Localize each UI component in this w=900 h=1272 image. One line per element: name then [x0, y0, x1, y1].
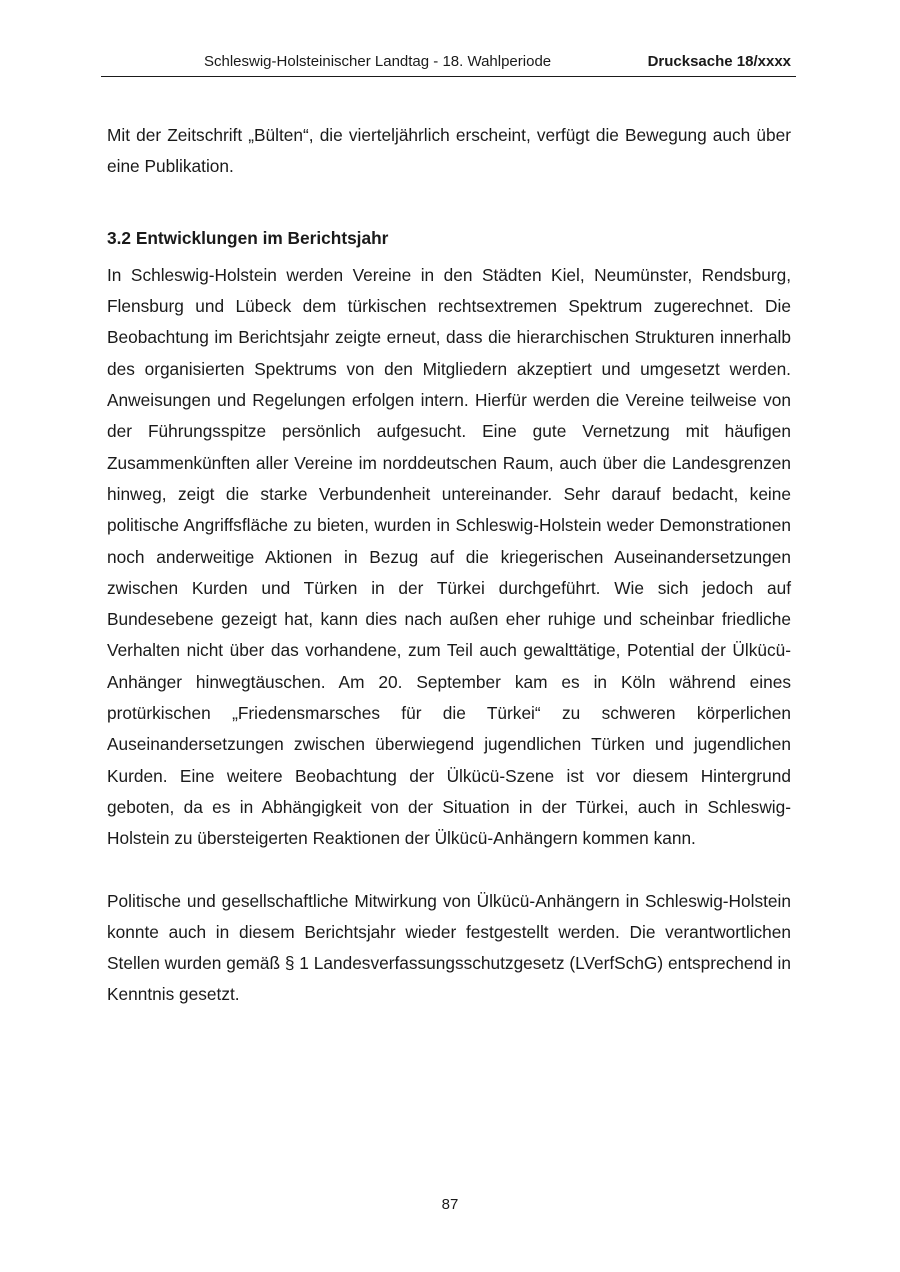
- page-header: [101, 52, 796, 77]
- paragraph-participation: Politische und gesellschaftliche Mitwirkung von Ülkücü-Anhängern in Schleswig-Holstein konnte auch in diesem Berichtsjahr wieder festgestellt werden. Die verantwortlichen Stellen wurden gemäß § 1 Landesverfassungsschutzgesetz (LVerfSchG) entsprechend in Kenntnis gesetzt.: [107, 890, 791, 1005]
- header-title: Schleswig-Holsteinischer Landtag - 18. Wahlperiode: [204, 53, 552, 70]
- paragraph-developments: In Schleswig-Holstein werden Vereine in den Städten Kiel, Neumünster, Rendsburg, Flensburg und Lübeck dem türkischen rechtsextremen Spektrum zugerechnet. Die Beobachtung im Berichtsjahr zeigte erneut, dass die hierarchischen Strukturen innerhalb des organisierten Spektrums von den Mitgliedern akzeptiert und umgesetzt werden. Anweisungen und Regelungen erfolgen intern. Hierfür werden die Vereine teilweise von der Führungsspitze persönlich aufgesucht. Eine gute Vernetzung mit häufigen Zusammenkünften aller Vereine im norddeutschen Raum, auch über die Landesgrenzen hinweg, zeigt die starke Verbundenheit untereinander. Sehr darauf bedacht, keine politische Angriffsfläche zu bieten, wurden in Schleswig-Holstein weder Demonstrationen noch anderweitige Aktionen in Bezug auf die kriegerischen Auseinandersetzungen zwischen Kurden und Türken in der Türkei durchgeführt. Wie sich jedoch auf Bundesebene gezeigt hat, kann dies nach außen eher ruhige und scheinbar friedliche Verhalten nicht über das vorhandene, zum Teil auch gewalttätige, Potential der Ülkücü-Anhänger hinwegtäuschen. Am 20. September kam es in Köln während eines protürkischen „Friedensmarsches für die Türkei“ zu schweren körperlichen Auseinandersetzungen zwischen überwiegend jugendlichen Türken und jugendlichen Kurden. Eine weitere Beobachtung der Ülkücü-Szene ist vor diesem Hintergrund geboten, da es in Abhängigkeit von der Situation in der Türkei, auch in Schleswig-Holstein zu übersteigerten Reaktionen der Ülkücü-Anhängern kommen kann.: [107, 264, 791, 849]
- document-body: [107, 120, 791, 1011]
- section-heading: 3.2 Entwicklungen im Berichtsjahr: [107, 227, 389, 248]
- document-number: Drucksache 18/xxxx: [647, 53, 791, 70]
- page-number: 87: [441, 1196, 459, 1213]
- paragraph-publication: Mit der Zeitschrift „Bülten“, die vierteljährlich erscheint, verfügt die Bewegung auch über eine Publikation.: [107, 125, 791, 177]
